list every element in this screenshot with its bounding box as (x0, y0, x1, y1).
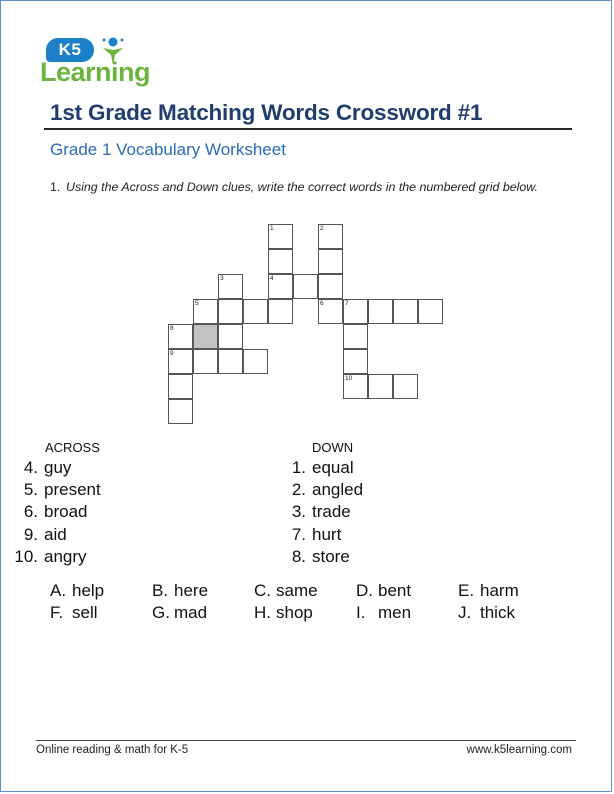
bank-letter: G. (152, 603, 170, 622)
grid-cell[interactable] (193, 349, 218, 374)
clue-number: 10 (345, 375, 353, 382)
clue-num: 6. (23, 502, 38, 521)
clue-word: hurt (312, 525, 342, 544)
grid-cell[interactable] (168, 349, 193, 374)
grid-cell[interactable] (393, 374, 418, 399)
shaded-cell (193, 324, 218, 349)
across-clue (14, 525, 67, 545)
grid-cell[interactable] (293, 274, 318, 299)
instruction-number: 1. (50, 180, 61, 194)
clue-word: angry (44, 547, 87, 566)
across-heading: ACROSS (45, 440, 100, 455)
word-bank-item (254, 603, 313, 623)
bank-letter: D. (356, 581, 373, 600)
footer-tagline: Online reading & math for K-5 (36, 744, 189, 756)
clue-number: 2 (320, 225, 324, 232)
across-clue (14, 480, 101, 500)
grid-cell[interactable] (268, 249, 293, 274)
across-clue (14, 502, 87, 522)
across-clue (14, 458, 71, 478)
clue-word: angled (312, 480, 364, 499)
word-bank-item (254, 581, 318, 601)
word-bank-item (152, 581, 208, 601)
clue-number: 8 (170, 325, 174, 332)
down-clue (282, 458, 354, 478)
clue-word: store (312, 547, 350, 566)
bank-word: mad (174, 603, 208, 622)
grid-cell[interactable] (268, 224, 293, 249)
bank-word: thick (480, 603, 515, 622)
down-clue (282, 502, 351, 522)
clue-word: guy (44, 458, 72, 477)
bank-letter: A. (50, 581, 67, 600)
bank-word: here (174, 581, 209, 600)
logo-wordmark: Learning (40, 57, 151, 87)
grid-cell[interactable] (418, 299, 443, 324)
clue-word: broad (44, 502, 88, 521)
grid-cell[interactable] (368, 299, 393, 324)
bank-letter: B. (152, 581, 169, 600)
down-clue (282, 547, 350, 567)
clue-num: 7. (291, 525, 306, 544)
clue-num: 1. (291, 458, 306, 477)
clue-num: 5. (23, 480, 38, 499)
bank-word: help (72, 581, 105, 600)
bank-letter: H. (254, 603, 271, 622)
word-bank-item (50, 581, 104, 601)
clue-word: aid (44, 525, 67, 544)
grid-cell[interactable] (168, 374, 193, 399)
word-bank-item (152, 603, 207, 623)
bank-letter: F. (50, 603, 64, 622)
clue-number: 9 (170, 350, 174, 357)
word-bank-item (458, 603, 515, 623)
grid-cell[interactable] (318, 249, 343, 274)
clue-num: 10. (14, 547, 38, 566)
k5-learning-logo (40, 36, 155, 88)
grid-cell[interactable] (218, 349, 243, 374)
grid-cell[interactable] (268, 299, 293, 324)
grid-cell[interactable] (393, 299, 418, 324)
grid-cell[interactable] (343, 374, 368, 399)
down-clue (282, 525, 341, 545)
clue-number: 6 (320, 300, 324, 307)
down-heading: DOWN (312, 440, 354, 455)
word-bank-item (458, 581, 519, 601)
down-clue (282, 480, 363, 500)
bank-letter: I. (356, 603, 366, 622)
grid-cell[interactable] (193, 299, 218, 324)
footer-website-link[interactable]: www.k5learning.com (466, 744, 572, 756)
bank-letter: C. (254, 581, 271, 600)
clue-word: trade (312, 502, 351, 521)
instruction-text: Using the Across and Down clues, write the correct words in the numbered grid below. (66, 180, 538, 194)
clue-num: 9. (23, 525, 38, 544)
grid-cell[interactable] (218, 299, 243, 324)
grid-cell[interactable] (343, 299, 368, 324)
bank-letter: J. (458, 603, 472, 622)
clue-num: 2. (291, 480, 306, 499)
clue-number: 5 (195, 300, 199, 307)
grid-cell[interactable] (168, 324, 193, 349)
word-bank-item (50, 603, 98, 623)
grid-cell[interactable] (243, 299, 268, 324)
grid-cell[interactable] (318, 274, 343, 299)
clue-word: present (44, 480, 101, 499)
clue-number: 4 (270, 275, 274, 282)
clue-number: 7 (345, 300, 349, 307)
page-title: 1st Grade Matching Words Crossword #1 (50, 100, 483, 125)
grid-cell[interactable] (318, 299, 343, 324)
grid-cell[interactable] (243, 349, 268, 374)
grid-cell[interactable] (218, 324, 243, 349)
grid-cell[interactable] (318, 224, 343, 249)
clue-num: 8. (291, 547, 306, 566)
grid-cell[interactable] (218, 274, 243, 299)
grid-cell[interactable] (168, 399, 193, 424)
clue-num: 3. (291, 502, 306, 521)
bank-word: shop (276, 603, 313, 622)
footer-divider (36, 740, 576, 741)
bank-letter: E. (458, 581, 475, 600)
bank-word: same (276, 581, 318, 600)
bank-word: men (378, 603, 412, 622)
clue-number: 3 (220, 275, 224, 282)
grid-cell[interactable] (343, 324, 368, 349)
clue-word: equal (312, 458, 354, 477)
bank-word: harm (480, 581, 519, 600)
word-bank-item (356, 581, 411, 601)
grid-cell[interactable] (268, 274, 293, 299)
page-subtitle: Grade 1 Vocabulary Worksheet (50, 140, 286, 159)
grid-cell[interactable] (343, 349, 368, 374)
grid-cell[interactable] (368, 374, 393, 399)
across-clue (14, 547, 87, 567)
logo-badge: K5 (46, 38, 94, 62)
bank-word: bent (378, 581, 412, 600)
bank-word: sell (72, 603, 98, 622)
title-divider (44, 128, 572, 130)
clue-number: 1 (270, 225, 274, 232)
instruction (50, 180, 550, 194)
clue-num: 4. (23, 458, 38, 477)
word-bank-item (356, 603, 411, 623)
